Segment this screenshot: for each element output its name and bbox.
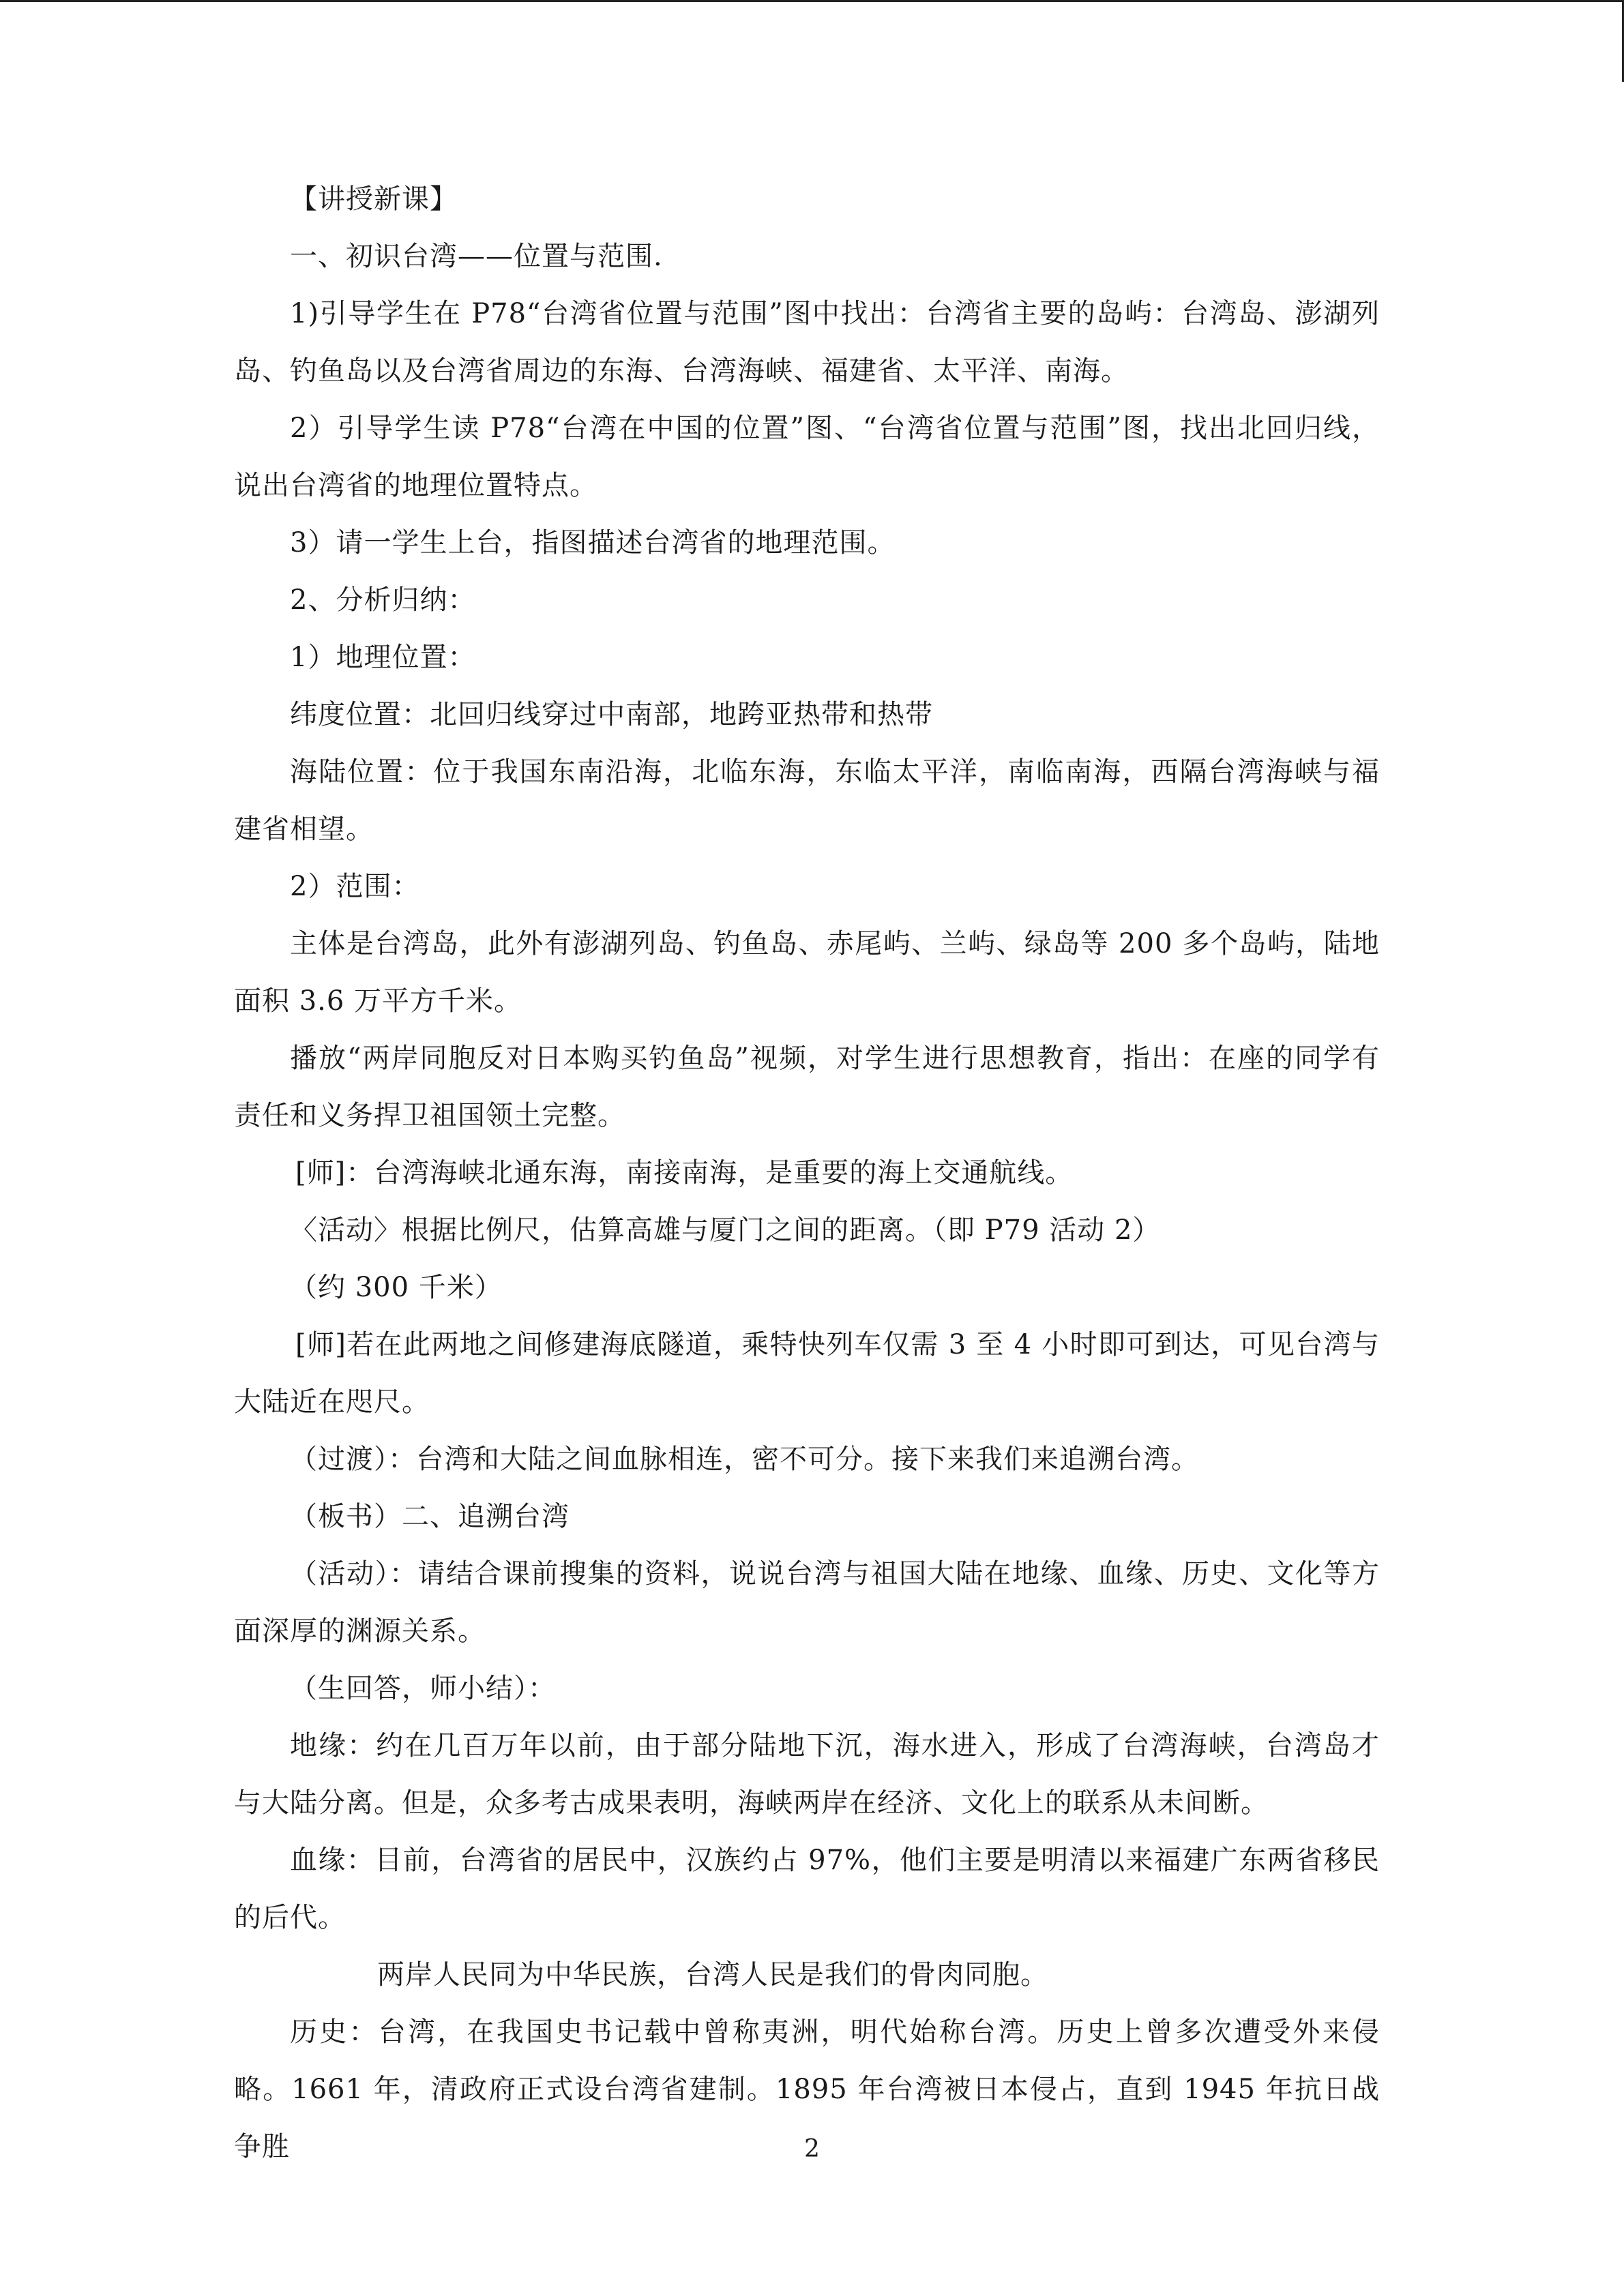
heading-range: 2）范围： [290, 871, 420, 902]
paragraph-same-nation: 两岸人民同为中华民族，台湾人民是我们的骨肉同胞。 [377, 1959, 1048, 1991]
heading-geographic-location: 1）地理位置： [290, 642, 476, 673]
paragraph-teacher-tunnel: [师]若在此两地之间修建海底隧道，乘特快列车仅需 3 至 4 小时即可到达，可见台湾与大陆近在咫尺。 [234, 1329, 1380, 1418]
paragraph-teacher-strait-route: [师]：台湾海峡北通东海，南接南海，是重要的海上交通航线。 [295, 1157, 1074, 1189]
paragraph-activity-distance: 〈活动〉根据比例尺，估算高雄与厦门之间的距离。（即 P79 活动 2） [290, 1214, 1161, 1246]
paragraph-student-describe-range: 3）请一学生上台，指图描述台湾省的地理范围。 [290, 527, 896, 558]
paragraph-activity-relations: （活动）：请结合课前搜集的资料，说说台湾与祖国大陆在地缘、血缘、历史、文化等方面深厚的渊源关系。 [234, 1558, 1380, 1647]
top-border-line [0, 0, 1624, 2]
paragraph-video-education: 播放“两岸同胞反对日本购买钓鱼岛”视频，对学生进行思想教育，指出：在座的同学有责任和义务捍卫祖国领土完整。 [234, 1043, 1380, 1131]
paragraph-geographic-ties: 地缘：约在几百万年以前，由于部分陆地下沉，海水进入，形成了台湾海峡，台湾岛才与大陆分离。但是，众多考古成果表明，海峡两岸在经济、文化上的联系从未间断。 [234, 1730, 1380, 1819]
section-heading-new-lesson: 【讲授新课】 [290, 183, 458, 215]
paragraph-student-answer-summary: （生回答，师小结）： [290, 1673, 556, 1704]
page-body [234, 170, 1380, 2175]
paragraph-transition: （过渡）：台湾和大陆之间血脉相连，密不可分。接下来我们来追溯台湾。 [290, 1444, 1199, 1475]
paragraph-distance-answer: （约 300 千米） [290, 1272, 503, 1303]
paragraph-sea-land-location: 海陆位置：位于我国东南沿海，北临东海，东临太平洋，南临南海，西隔台湾海峡与福建省相望。 [234, 756, 1380, 845]
heading-taiwan-location-range: 一、初识台湾——位置与范围. [290, 241, 663, 272]
paragraph-board-heading: （板书）二、追溯台湾 [290, 1501, 570, 1532]
paragraph-guide-find-islands: 1)引导学生在 P78“台湾省位置与范围”图中找出：台湾省主要的岛屿：台湾岛、澎湖列岛、钓鱼岛以及台湾省周边的东海、台湾海峡、福建省、太平洋、南海。 [234, 298, 1380, 387]
paragraph-latitude-location: 纬度位置：北回归线穿过中南部，地跨亚热带和热带 [290, 699, 933, 730]
paragraph-history: 历史：台湾，在我国史书记载中曾称夷洲，明代始称台湾。历史上曾多次遭受外来侵略。1661 年，清政府正式设台湾省建制。1895 年台湾被日本侵占，直到 1945 年抗日战争胜 [234, 2016, 1380, 2162]
paragraph-guide-read-maps: 2）引导学生读 P78“台湾在中国的位置”图、“台湾省位置与范围”图，找出北回归线，说出台湾省的地理位置特点。 [234, 413, 1380, 501]
heading-analysis-summary: 2、分析归纳： [290, 584, 476, 616]
paragraph-main-island-area: 主体是台湾岛，此外有澎湖列岛、钓鱼岛、赤尾屿、兰屿、绿岛等 200 多个岛屿，陆地面积 3.6 万平方千米。 [234, 928, 1380, 1017]
page-number: 2 [804, 2135, 820, 2163]
paragraph-blood-ties: 血缘：目前，台湾省的居民中，汉族约占 97%，他们主要是明清以来福建广东两省移民的后代。 [234, 1845, 1380, 1933]
